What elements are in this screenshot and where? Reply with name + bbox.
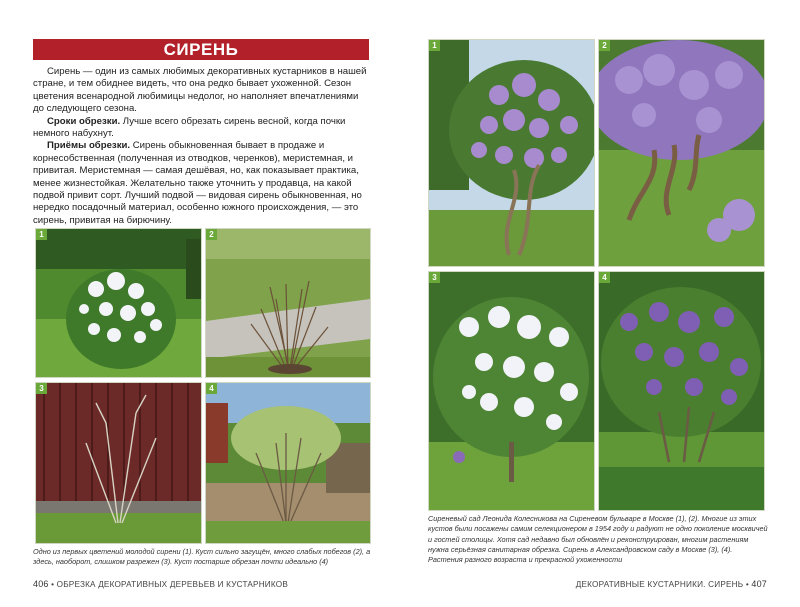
photo-sparse-bush [35, 382, 202, 544]
photo-number-badge: 1 [36, 229, 47, 240]
photo-pruned-bush [205, 382, 371, 544]
methods-paragraph [33, 140, 371, 227]
photo-lilac-tree [428, 39, 595, 267]
article-text [33, 66, 371, 227]
intro-paragraph: Сирень — один из самых любимых декоративных кустарников в нашей стране, и тем обиднее видеть, что она редко бывает ухоженной. Сезон цветения всенародной любимицы недолог, но наполняет впечатлениями до следующего сезона. [33, 66, 367, 115]
right-page [400, 0, 800, 607]
photo-number-badge: 3 [36, 383, 47, 394]
footer-bullet: • [745, 580, 752, 589]
lilac-tree-image [429, 40, 594, 266]
page-number: 407 [751, 579, 767, 589]
methods-label: Приёмы обрезки. [47, 140, 131, 152]
footer-section: ОБРЕЗКА ДЕКОРАТИВНЫХ ДЕРЕВЬЕВ И КУСТАРНИКОВ [56, 580, 288, 589]
left-footer [33, 579, 288, 589]
section-title: СИРЕНЬ [33, 39, 369, 60]
sparse-bush-image [36, 383, 201, 543]
lilac-garden-image [599, 40, 764, 266]
footer-section: ДЕКОРАТИВНЫЕ КУСТАРНИКИ. СИРЕНЬ [575, 580, 744, 589]
photo-number-badge: 2 [599, 40, 610, 51]
photo-lilac-garden [598, 39, 765, 267]
young-lilac-image [36, 229, 201, 377]
photo-number-badge: 3 [429, 272, 440, 283]
timing-label: Сроки обрезки. [47, 115, 121, 127]
timing-paragraph [33, 116, 371, 141]
pruned-bush-image [206, 383, 370, 543]
photo-number-badge: 1 [429, 40, 440, 51]
right-photo-caption: Сиреневый сад Леонида Колесникова на Сиреневом бульваре в Москве (1), (2). Многие из этих кустов были посажены самим селекционером в 1954 году и радуют не одно поколение москвичей и гостей столицы. Хотя сад недавно был обновлён и реконструирован, многим растениям нужна серьёзная санитарная обрезка. Сирень в Александровском саду в Москве (3), (4). Растения разного возраста и прекрасной ухоженности [428, 514, 768, 565]
photo-number-badge: 2 [206, 229, 217, 240]
left-photo-caption: Одно из первых цветений молодой сирени (1). Куст сильно загущён, много слабых побегов (2), а здесь, наоборот, слишком разрежен (3). Куст постарше обрезан почти идеально (4) [33, 547, 371, 567]
purple-lilac-image [599, 272, 764, 510]
timing-text: Лучше всего обрезать сирень весной, когда почки немного набухнут. [33, 115, 346, 140]
footer-bullet: • [51, 580, 57, 589]
dense-bush-image [206, 229, 370, 377]
photo-young-lilac [35, 228, 202, 378]
photo-dense-bush [205, 228, 371, 378]
photo-white-lilac [428, 271, 595, 511]
photo-number-badge: 4 [599, 272, 610, 283]
right-footer [576, 579, 767, 589]
photo-number-badge: 4 [206, 383, 217, 394]
white-lilac-image [429, 272, 594, 510]
photo-purple-lilac [598, 271, 765, 511]
page-number: 406 [33, 579, 49, 589]
methods-text: Сирень обыкновенная бывает в продаже и корнесобственная (полученная из отводков, черенков), меристемная, и привитая. Меристемная — самая дешёвая, но, как показывает практика, менее жизнестойкая. Желательно также уточнить у продавца, на какой подвой привит сорт. Лучший подвой — видовая сирень обыкновенная, но нередко посадочный материал, особенно южного происхождения, — это сирень, привитая на бирючину. [33, 140, 362, 226]
